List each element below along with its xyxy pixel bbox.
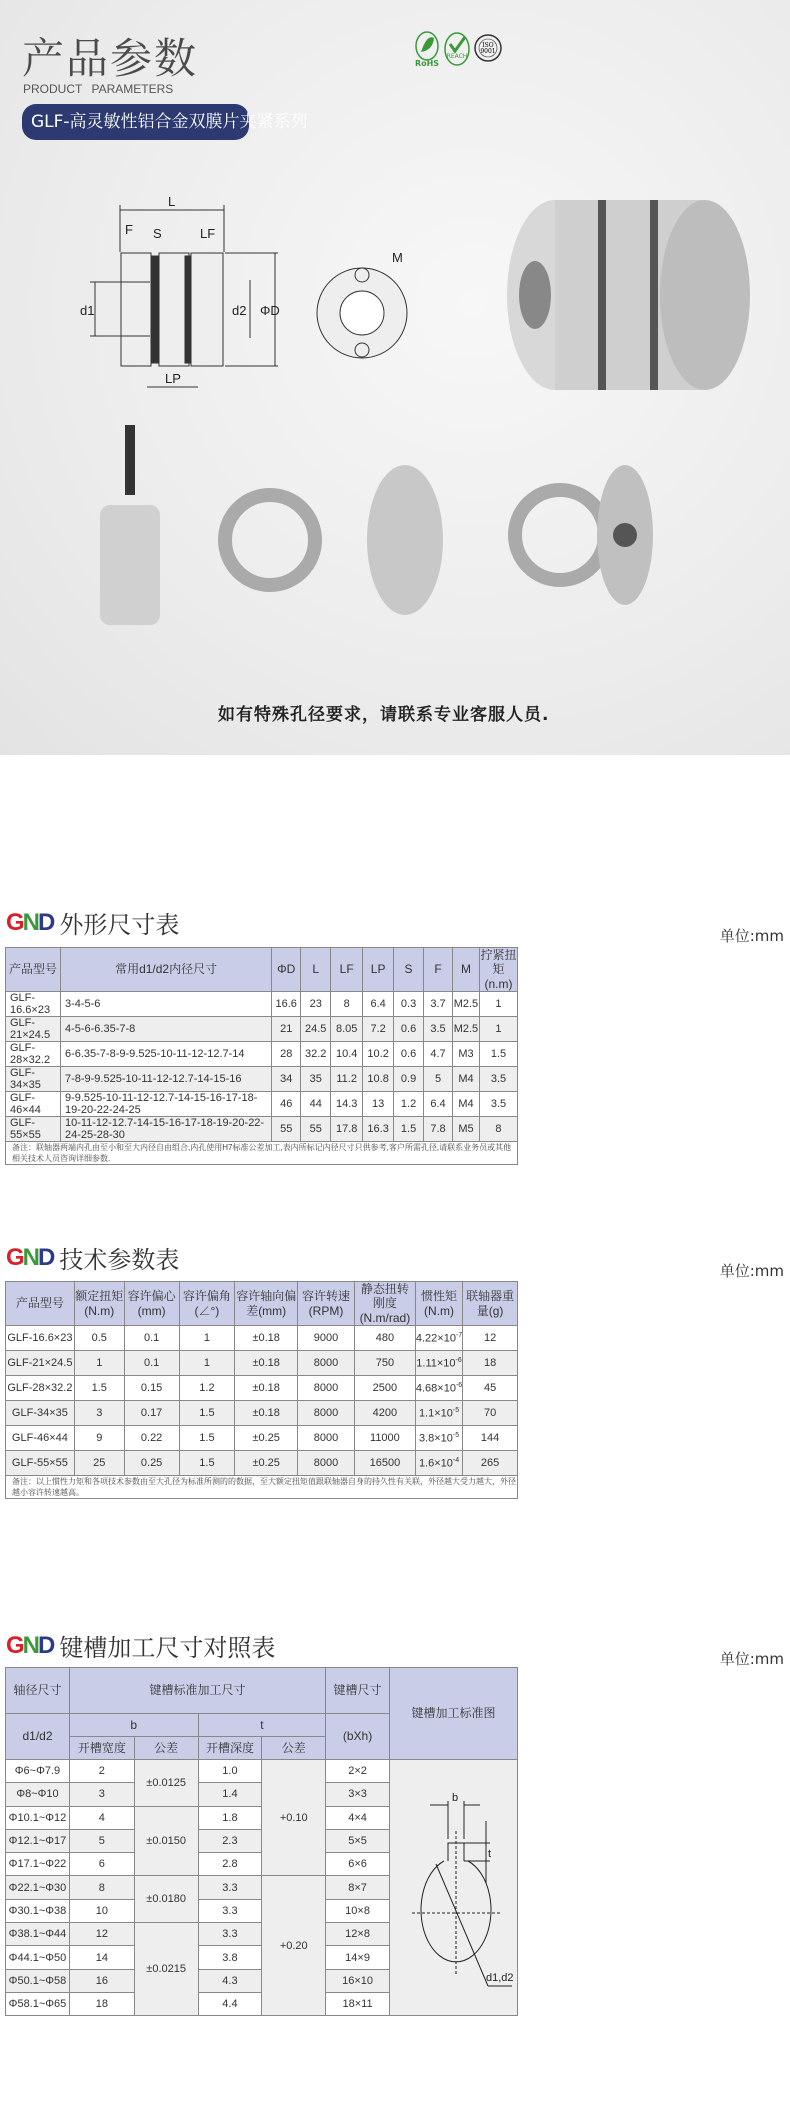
table-cell: GLF-16.6×23 — [6, 992, 61, 1017]
dim-label-d1: d1 — [80, 303, 95, 318]
table-note: 备注：以上惯性力矩和各项技术参数由至大孔径为标准所测的的数据，至大额定扭矩值跟联轴器自身的持久性有关联，外径越大受力越大，外径越小容许转速越高。 — [6, 1476, 518, 1499]
reach-cert-icon — [443, 30, 471, 68]
slot-width: 16 — [69, 1969, 134, 1992]
table-cell: 1.5 — [479, 1042, 517, 1067]
table-cell: 0.6 — [394, 1042, 424, 1067]
header-cell: S — [394, 948, 424, 992]
table-cell: M4 — [452, 1067, 479, 1092]
slot-width: 6 — [69, 1853, 134, 1876]
shaft-range: Φ38.1~Φ44 — [6, 1923, 70, 1946]
table-cell: 25 — [74, 1451, 124, 1476]
header-cell: 产品型号 — [6, 1282, 75, 1326]
table-cell — [415, 1326, 462, 1351]
table-row — [6, 1042, 518, 1067]
table-cell: 8 — [479, 1117, 517, 1142]
table-cell — [415, 1351, 462, 1376]
slot-depth: 4.4 — [198, 1992, 262, 2015]
table-row — [6, 1760, 518, 1783]
slot-width: 12 — [69, 1923, 134, 1946]
header-cell: 容许偏角(∠°) — [179, 1282, 235, 1326]
dim-label-d2: d2 — [232, 303, 247, 318]
gnd-logo: GND — [6, 1631, 54, 1659]
gnd-logo: GND — [6, 908, 54, 936]
table-cell: 14.3 — [331, 1092, 363, 1117]
slot-width: 10 — [69, 1899, 134, 1922]
note-row — [6, 1142, 518, 1165]
table-cell: 1 — [479, 992, 517, 1017]
table-cell: GLF-28×32.2 — [6, 1376, 75, 1401]
table-cell: GLF-21×24.5 — [6, 1017, 61, 1042]
width-tolerance: ±0.0150 — [134, 1806, 198, 1876]
table-row — [6, 1117, 518, 1142]
table-cell: 2500 — [354, 1376, 415, 1401]
table-cell: 70 — [463, 1401, 518, 1426]
slot-width: 18 — [69, 1992, 134, 2015]
inertia-exp: -5 — [452, 1406, 460, 1414]
table-cell: 55 — [301, 1117, 331, 1142]
key-size: 2×2 — [326, 1760, 390, 1783]
dim-label-s: S — [153, 226, 162, 241]
keyway-table — [5, 1667, 518, 2016]
inertia-base: 1.11×10 — [416, 1357, 456, 1370]
table-cell: 1.5 — [179, 1426, 235, 1451]
coupling-product-photo — [500, 190, 750, 400]
th-fig: 键槽加工标准图 — [389, 1668, 517, 1760]
table-cell: GLF-55×55 — [6, 1451, 75, 1476]
inertia-base: 4.68×10 — [415, 1382, 456, 1395]
keyway-diagram-svg — [390, 1761, 516, 2011]
header-cell: 容许轴向偏差(mm) — [235, 1282, 298, 1326]
depth-tolerance: +0.10 — [262, 1760, 326, 1876]
table-cell — [415, 1426, 462, 1451]
table-cell: 17.8 — [331, 1117, 363, 1142]
table-cell: 0.3 — [394, 992, 424, 1017]
slot-depth: 1.4 — [198, 1783, 262, 1806]
key-size: 10×8 — [326, 1899, 390, 1922]
table-cell: ±0.25 — [235, 1451, 298, 1476]
table-cell: 0.17 — [124, 1401, 179, 1426]
tech-table-title — [6, 1240, 179, 1275]
series-badge: GLF-高灵敏性铝合金双膜片夹紧系列 — [22, 104, 249, 140]
table-cell: 8000 — [298, 1376, 355, 1401]
inertia-exp: -7 — [455, 1331, 463, 1339]
inertia-base: 3.8×10 — [418, 1432, 453, 1445]
table-cell: 8000 — [298, 1426, 355, 1451]
slot-depth: 3.8 — [198, 1946, 262, 1969]
th-ttol: 公差 — [262, 1737, 326, 1760]
keyway-table-title — [6, 1628, 275, 1663]
inertia-base: 1.6×10 — [418, 1457, 453, 1470]
header-cell: 惯性矩(N.m) — [415, 1282, 462, 1326]
table-row — [6, 1017, 518, 1042]
table-cell: M5 — [452, 1117, 479, 1142]
width-tolerance: ±0.0215 — [134, 1923, 198, 2016]
header-cell: F — [424, 948, 453, 992]
table-row — [6, 1067, 518, 1092]
table-cell: 6.4 — [363, 992, 394, 1017]
shaft-range: Φ50.1~Φ58 — [6, 1969, 70, 1992]
table-cell: 10.2 — [363, 1042, 394, 1067]
table-cell: 1 — [479, 1017, 517, 1042]
table-cell: GLF-21×24.5 — [6, 1351, 75, 1376]
inertia-exp: -5 — [452, 1431, 460, 1439]
page-subtitle: PRODUCT PARAMETERS — [23, 82, 174, 96]
unit-label: 单位:mm — [719, 927, 784, 945]
table-cell: 3 — [74, 1401, 124, 1426]
th-shaft: 轴径尺寸 — [6, 1668, 70, 1714]
th-t: t — [198, 1714, 326, 1737]
shaft-range: Φ30.1~Φ38 — [6, 1899, 70, 1922]
table-cell: 0.6 — [394, 1017, 424, 1042]
table-cell: 16500 — [354, 1451, 415, 1476]
header-cell: 产品型号 — [6, 948, 61, 992]
table-cell: 16.6 — [272, 992, 301, 1017]
th-key: 键槽尺寸 — [326, 1668, 390, 1714]
dim-label-lf: LF — [200, 226, 216, 241]
table-cell: 0.9 — [394, 1067, 424, 1092]
tech-param-table — [5, 1281, 518, 1499]
table-row — [6, 1426, 518, 1451]
table-cell: 16.3 — [363, 1117, 394, 1142]
slot-width: 4 — [69, 1806, 134, 1829]
slot-depth: 2.3 — [198, 1829, 262, 1852]
table-cell: 7.8 — [424, 1117, 453, 1142]
th-std: 键槽标准加工尺寸 — [69, 1668, 325, 1714]
slot-depth: 2.8 — [198, 1853, 262, 1876]
table-cell: 34 — [272, 1067, 301, 1092]
key-size: 18×11 — [326, 1992, 390, 2015]
slot-width: 8 — [69, 1876, 134, 1899]
header-cell: L — [301, 948, 331, 992]
shaft-range: Φ8~Φ10 — [6, 1783, 70, 1806]
slot-width: 14 — [69, 1946, 134, 1969]
table-cell: 3.5 — [424, 1017, 453, 1042]
slot-depth: 4.3 — [198, 1969, 262, 1992]
page-title: 产品参数 — [22, 34, 199, 83]
table-cell: 1.5 — [179, 1451, 235, 1476]
table-cell: GLF-16.6×23 — [6, 1326, 75, 1351]
slot-depth: 1.8 — [198, 1806, 262, 1829]
key-size: 12×8 — [326, 1923, 390, 1946]
table-cell: 35 — [301, 1067, 331, 1092]
header-cell: 额定扭矩(N.m) — [74, 1282, 124, 1326]
unit-label: 单位:mm — [719, 1650, 784, 1668]
table-cell: 8.05 — [331, 1017, 363, 1042]
shaft-range: Φ58.1~Φ65 — [6, 1992, 70, 2015]
table-cell: 1.5 — [179, 1401, 235, 1426]
table-cell: 21 — [272, 1017, 301, 1042]
table-cell: 1.2 — [179, 1376, 235, 1401]
header-cell: LP — [363, 948, 394, 992]
table-cell: GLF-34×35 — [6, 1401, 75, 1426]
table-cell: M2.5 — [452, 1017, 479, 1042]
table-cell: GLF-55×55 — [6, 1117, 61, 1142]
header-cell: 容许偏心(mm) — [124, 1282, 179, 1326]
shaft-range: Φ44.1~Φ50 — [6, 1946, 70, 1969]
table-cell: 32.2 — [301, 1042, 331, 1067]
table-cell: 9 — [74, 1426, 124, 1451]
table-cell: 10.8 — [363, 1067, 394, 1092]
header-cell: ΦD — [272, 948, 301, 992]
dimension-table — [5, 947, 518, 1165]
table-cell: ±0.18 — [235, 1351, 298, 1376]
table-cell: ±0.18 — [235, 1401, 298, 1426]
table-cell: 480 — [354, 1326, 415, 1351]
key-size: 8×7 — [326, 1876, 390, 1899]
table-cell: 0.25 — [124, 1451, 179, 1476]
slot-depth: 3.3 — [198, 1899, 262, 1922]
table-cell: 0.5 — [74, 1326, 124, 1351]
table-cell: 8000 — [298, 1401, 355, 1426]
table-row — [6, 1351, 518, 1376]
key-size: 3×3 — [326, 1783, 390, 1806]
table-cell: 4200 — [354, 1401, 415, 1426]
coupling-dimension-drawing — [80, 170, 440, 400]
table-cell: 28 — [272, 1042, 301, 1067]
header-cell: 拧紧扭矩(n.m) — [480, 948, 517, 991]
table-cell: M4 — [452, 1092, 479, 1117]
table-cell: M3 — [452, 1042, 479, 1067]
inertia-exp: -6 — [455, 1381, 463, 1389]
table-cell: 12 — [463, 1326, 518, 1351]
table-cell: 1.2 — [394, 1092, 424, 1117]
slot-depth: 1.0 — [198, 1760, 262, 1783]
table-note: 备注：联轴器两端内孔由至小和至大内径自由组合,内孔使用H7标准公差加工,表内所标记内径尺寸只供参考,客户所需孔径,请联系业务员或其他相关技术人员咨询详细参数. — [6, 1142, 518, 1165]
svg-text:RoHS: RoHS — [414, 59, 440, 68]
header-cell: 常用d1/d2内径尺寸 — [60, 948, 271, 992]
table-cell: 3.7 — [424, 992, 453, 1017]
unit-label: 单位:mm — [719, 1262, 784, 1280]
section-title: 键槽加工尺寸对照表 — [59, 1634, 276, 1662]
slot-width: 2 — [69, 1760, 134, 1783]
table-cell: 3.5 — [479, 1092, 517, 1117]
table-cell: 3.5 — [479, 1067, 517, 1092]
coupling-exploded-view — [95, 420, 655, 650]
table-cell: 6-6.35-7-8-9-9.525-10-11-12-12.7-14 — [60, 1042, 271, 1067]
table-cell: 11.2 — [331, 1067, 363, 1092]
table-cell: 8000 — [298, 1451, 355, 1476]
table-cell: 9000 — [298, 1326, 355, 1351]
table-row — [6, 1376, 518, 1401]
gnd-logo: GND — [6, 1243, 54, 1271]
dim-label-lp: LP — [165, 371, 181, 386]
fig-label-t: t — [488, 1848, 492, 1861]
table-cell: 265 — [463, 1451, 518, 1476]
table-row — [6, 1092, 518, 1117]
table-row — [6, 1451, 518, 1476]
th-td: 开槽深度 — [198, 1737, 262, 1760]
hero-section — [0, 0, 790, 755]
table-cell: 7.2 — [363, 1017, 394, 1042]
table-cell: 11000 — [354, 1426, 415, 1451]
inertia-exp: -6 — [455, 1356, 462, 1364]
table-cell: ±0.18 — [235, 1376, 298, 1401]
table-row — [6, 992, 518, 1017]
svg-text:9001: 9001 — [480, 48, 496, 55]
table-cell: 3-4-5-6 — [60, 992, 271, 1017]
width-tolerance: ±0.0180 — [134, 1876, 198, 1923]
table-cell: 8000 — [298, 1351, 355, 1376]
table-cell: 13 — [363, 1092, 394, 1117]
table-cell: 46 — [272, 1092, 301, 1117]
table-cell: 1 — [179, 1351, 235, 1376]
table-cell: 1 — [179, 1326, 235, 1351]
header-cell: M — [452, 948, 479, 992]
table-cell: 0.1 — [124, 1326, 179, 1351]
dim-label-l: L — [168, 194, 176, 209]
table-cell: 1.5 — [394, 1117, 424, 1142]
iso-cert-icon — [474, 30, 502, 68]
section-title: 技术参数表 — [59, 1246, 180, 1274]
depth-tolerance: +0.20 — [262, 1876, 326, 2016]
table-cell: 23 — [301, 992, 331, 1017]
table-row — [6, 1326, 518, 1351]
note-row — [6, 1476, 518, 1499]
keyway-diagram — [389, 1760, 517, 2016]
table-cell: 8 — [331, 992, 363, 1017]
dim-label-od: ΦD — [260, 303, 280, 318]
shaft-range: Φ6~Φ7.9 — [6, 1760, 70, 1783]
table-cell: 4-5-6-6.35-7-8 — [60, 1017, 271, 1042]
table-cell: 9-9.525-10-11-12-12.7-14-15-16-17-18-19-20-22-24-25 — [60, 1092, 271, 1117]
table-row — [6, 1401, 518, 1426]
table-cell — [415, 1401, 462, 1426]
section-title: 外形尺寸表 — [59, 911, 180, 939]
table-cell: ±0.25 — [235, 1426, 298, 1451]
table-cell: 10-11-12-12.7-14-15-16-17-18-19-20-22-24-25-28-30 — [60, 1117, 271, 1142]
table-cell: 24.5 — [301, 1017, 331, 1042]
table-cell: 6.4 — [424, 1092, 453, 1117]
fig-label-b: b — [452, 1792, 459, 1805]
inertia-exp: -4 — [452, 1456, 460, 1464]
key-size: 16×10 — [326, 1969, 390, 1992]
dim-label-m: M — [392, 250, 403, 265]
slot-depth: 3.3 — [198, 1923, 262, 1946]
table-cell — [415, 1376, 462, 1401]
table-cell: 144 — [463, 1426, 518, 1451]
dimension-table-title — [6, 905, 179, 940]
table-cell: 7-8-9-9.525-10-11-12-12.7-14-15-16 — [60, 1067, 271, 1092]
table-cell: 45 — [463, 1376, 518, 1401]
table-cell: 10.4 — [331, 1042, 363, 1067]
dim-label-f: F — [125, 222, 133, 237]
custom-bore-caption: 如有特殊孔径要求，请联系专业客服人员. — [218, 705, 550, 725]
key-size: 14×9 — [326, 1946, 390, 1969]
table-cell — [415, 1451, 462, 1476]
header-cell: 容许转速(RPM) — [298, 1282, 355, 1326]
table-cell: 750 — [354, 1351, 415, 1376]
table-cell: 18 — [463, 1351, 518, 1376]
shaft-range: Φ17.1~Φ22 — [6, 1853, 70, 1876]
key-size: 6×6 — [326, 1853, 390, 1876]
slot-width: 3 — [69, 1783, 134, 1806]
table-cell: GLF-46×44 — [6, 1092, 61, 1117]
table-cell: GLF-28×32.2 — [6, 1042, 61, 1067]
slot-depth: 3.3 — [198, 1876, 262, 1899]
width-tolerance: ±0.0125 — [134, 1760, 198, 1807]
table-cell: 1 — [74, 1351, 124, 1376]
fig-label-d: d1,d2 — [486, 1972, 515, 1985]
th-btol: 公差 — [134, 1737, 198, 1760]
shaft-range: Φ10.1~Φ12 — [6, 1806, 70, 1829]
slot-width: 5 — [69, 1829, 134, 1852]
svg-text:REACH: REACH — [446, 53, 468, 60]
header-cell: LF — [331, 948, 363, 992]
header-cell: 静态扭转刚度(N.m/rad) — [354, 1282, 415, 1326]
th-bxh: (bXh) — [326, 1714, 390, 1760]
th-b: b — [69, 1714, 198, 1737]
shaft-range: Φ12.1~Φ17 — [6, 1829, 70, 1852]
table-cell: 5 — [424, 1067, 453, 1092]
table-cell: 0.22 — [124, 1426, 179, 1451]
th-d: d1/d2 — [6, 1714, 70, 1760]
table-cell: 1.5 — [74, 1376, 124, 1401]
inertia-base: 1.1×10 — [418, 1407, 453, 1420]
key-size: 5×5 — [326, 1829, 390, 1852]
table-cell: 4.7 — [424, 1042, 453, 1067]
shaft-range: Φ22.1~Φ30 — [6, 1876, 70, 1899]
table-cell: GLF-34×35 — [6, 1067, 61, 1092]
key-size: 4×4 — [326, 1806, 390, 1829]
th-bw: 开槽宽度 — [69, 1737, 134, 1760]
table-cell: ±0.18 — [235, 1326, 298, 1351]
svg-text:ISO: ISO — [482, 42, 494, 49]
table-cell: 55 — [272, 1117, 301, 1142]
table-cell: M2.5 — [452, 992, 479, 1017]
header-cell: 联轴器重量(g) — [463, 1282, 518, 1326]
table-cell: GLF-46×44 — [6, 1426, 75, 1451]
inertia-base: 4.22×10 — [415, 1332, 456, 1345]
table-cell: 0.1 — [124, 1351, 179, 1376]
table-cell: 0.15 — [124, 1376, 179, 1401]
rohs-cert-icon — [413, 30, 441, 68]
table-cell: 44 — [301, 1092, 331, 1117]
